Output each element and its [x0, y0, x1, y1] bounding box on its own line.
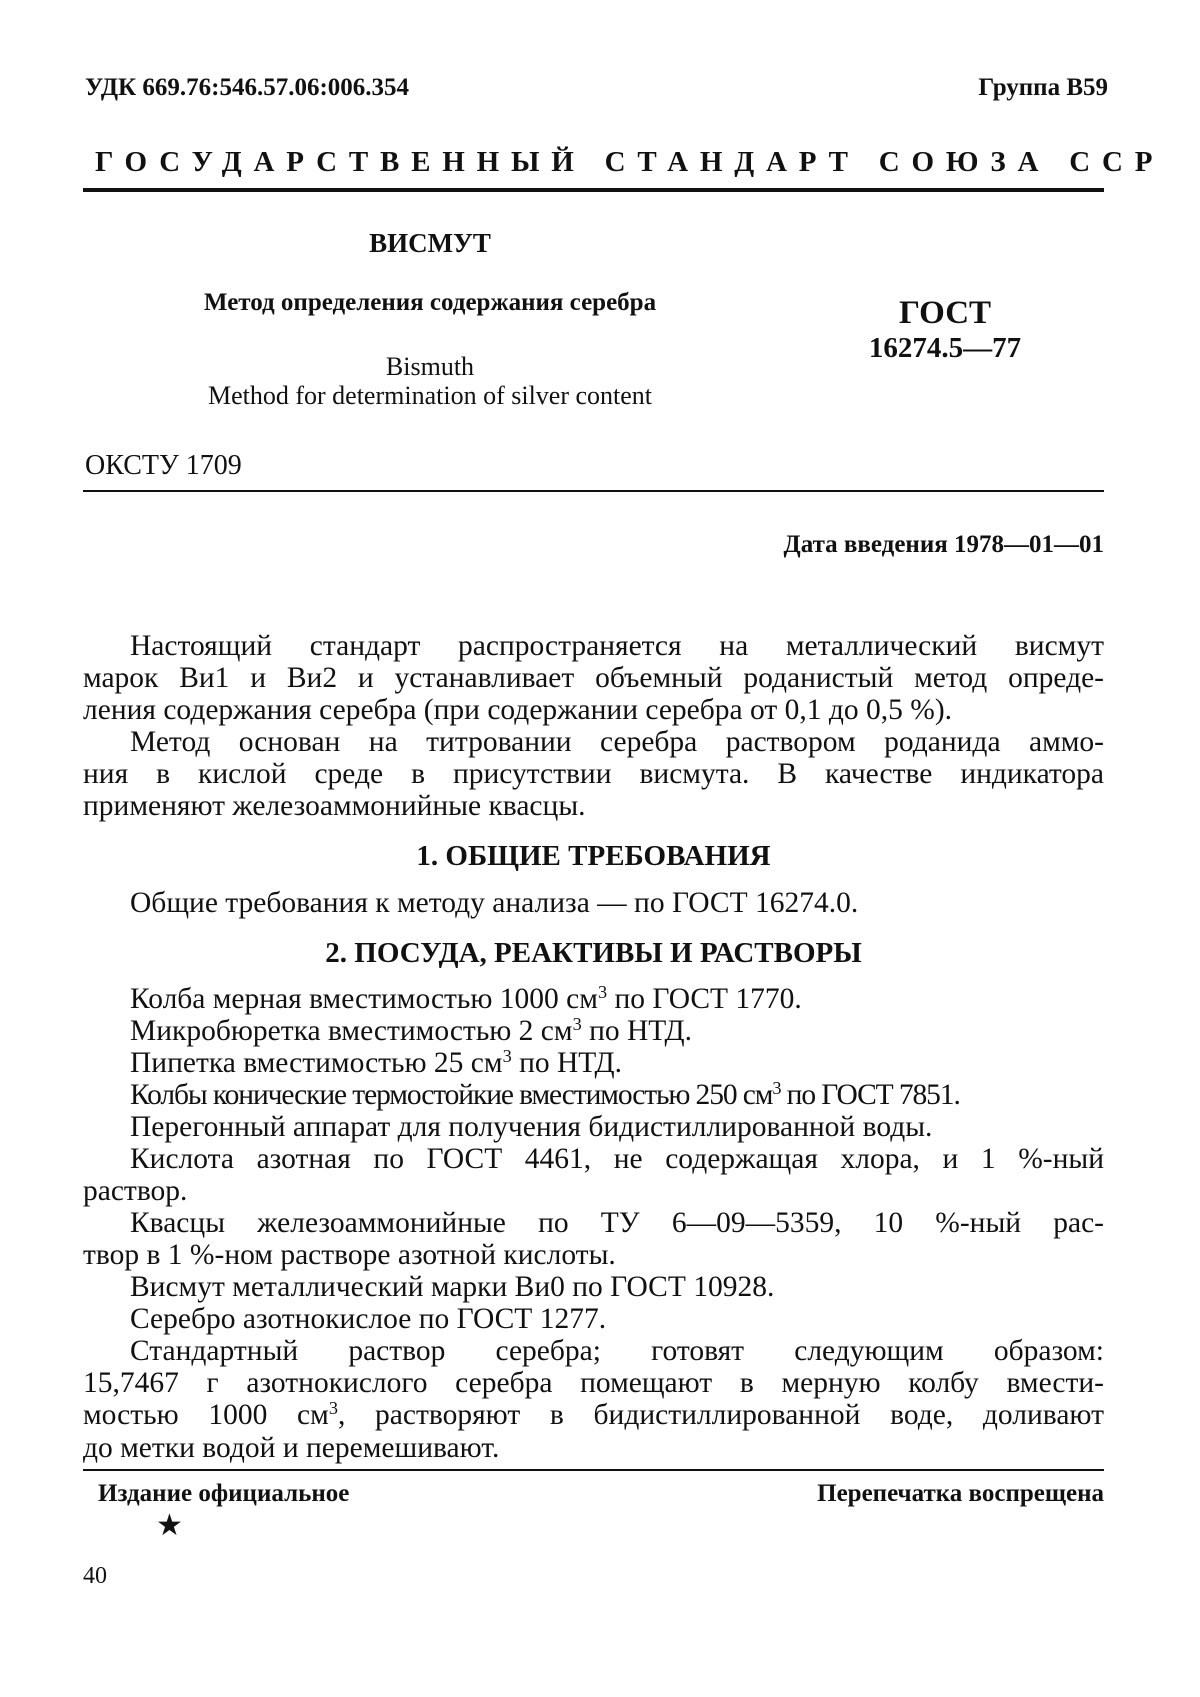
- text-line: раствор.: [83, 1175, 188, 1208]
- okstu-code: ОКСТУ 1709: [85, 450, 242, 481]
- subtitle-english: Method for determination of silver content: [207, 381, 653, 410]
- standard-solution-paragraph: [83, 1335, 1104, 1464]
- list-item-conical-flasks: Колбы конические термостойкие вместимостью 250 $см^3$ по ГОСТ 7851.: [130, 1077, 960, 1111]
- text-line: Метод основан на титровании серебра раствором роданида аммо-: [130, 726, 1104, 758]
- list-item-alum: [83, 1207, 1104, 1271]
- text-line: применяют железоаммонийные квасцы.: [83, 790, 586, 823]
- reprint-prohibited: Перепечатка воспрещена: [817, 1480, 1104, 1507]
- section-1-text: Общие требования к методу анализа — по ГОСТ 16274.0.: [130, 887, 859, 919]
- list-item-distiller: Перегонный аппарат для получения бидистиллированной воды.: [130, 1111, 933, 1143]
- section-2-heading: 2. ПОСУДА, РЕАКТИВЫ И РАСТВОРЫ: [325, 937, 862, 969]
- list-item-bismuth: Висмут металлический марки Ви0 по ГОСТ 10928.: [130, 1271, 775, 1303]
- okstu-rule: [83, 490, 1104, 492]
- text-line: Стандартный раствор серебра; готовят следующим образом:: [130, 1335, 1104, 1367]
- text-line: ления содержания серебра (при содержании серебра от 0,1 до 0,5 %).: [83, 694, 953, 727]
- text-line: твор в 1 %-ном растворе азотной кислоты.: [83, 1239, 616, 1272]
- list-item-microburette: Микробюретка вместимостью 2 $см^3$ по НТД.: [130, 1013, 692, 1047]
- text-line: Настоящий стандарт распространяется на металлический висмут: [130, 630, 1104, 662]
- intro-paragraph-1: [83, 630, 1104, 727]
- section-1-heading: 1. ОБЩИЕ ТРЕБОВАНИЯ: [416, 840, 771, 872]
- list-item-nitric-acid: [83, 1143, 1104, 1207]
- title-english: Bismuth: [385, 352, 475, 381]
- footer-rule: [83, 1469, 1104, 1471]
- introduction-date: Дата введения 1978—01—01: [783, 531, 1104, 558]
- text-line: мостью 1000 $см^3$, растворяют в бидистиллированной воде, доливают: [83, 1398, 1104, 1432]
- text-line: 15,7467 г азотнокислого серебра помещают в мерную колбу вмести-: [83, 1367, 1104, 1400]
- gost-label: ГОСТ: [898, 295, 992, 331]
- list-item-flask: Колба мерная вместимостью 1000 $см^3$ по ГОСТ 1770.: [130, 981, 802, 1015]
- gost-number: 16274.5—77: [868, 332, 1022, 364]
- standard-title: ГОСУДАРСТВЕННЫЙ СТАНДАРТ СОЮЗА ССР: [95, 146, 1165, 178]
- intro-paragraph-2: [83, 726, 1104, 823]
- list-item-silver-nitrate: Серебро азотнокислое по ГОСТ 1277.: [130, 1303, 607, 1335]
- text-line: до метки водой и перемешивают.: [83, 1431, 500, 1464]
- udk-code: УДК 669.76:546.57.06:006.354: [85, 74, 410, 101]
- document-subtitle: Метод определения содержания серебра: [203, 289, 657, 316]
- text-line: марок Ви1 и Ви2 и устанавливает объемный роданистый метод опреде-: [83, 662, 1104, 695]
- star-icon: ★: [156, 1509, 183, 1542]
- list-item-pipette: Пипетка вместимостью 25 $см^3$ по НТД.: [130, 1045, 622, 1079]
- group-code: Группа В59: [978, 74, 1108, 101]
- text-line: Кислота азотная по ГОСТ 4461, не содержащая хлора, и 1 %-ный: [130, 1143, 1104, 1175]
- header-rule: [83, 188, 1104, 192]
- official-edition: Издание официальное: [98, 1480, 350, 1507]
- document-title: ВИСМУТ: [369, 228, 491, 258]
- text-line: Квасцы железоаммонийные по ТУ 6—09—5359, 10 %-ный рас-: [130, 1207, 1104, 1239]
- text-line: ния в кислой среде в присутствии висмута. В качестве индикатора: [83, 758, 1104, 791]
- page-number: 40: [83, 1563, 107, 1589]
